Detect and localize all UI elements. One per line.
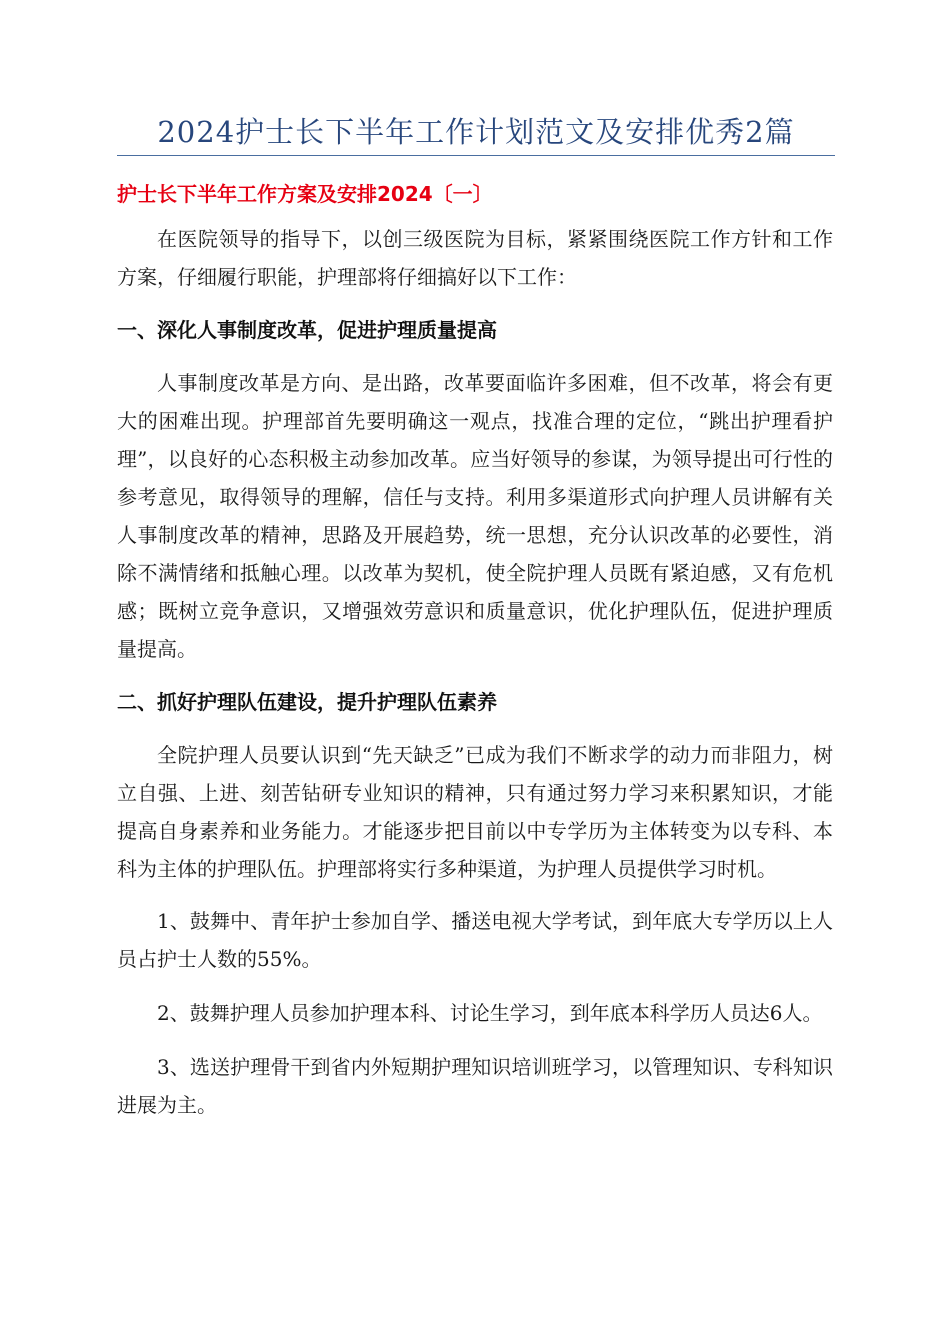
heading-team-building: 二、抓好护理队伍建设，提升护理队伍素养 xyxy=(117,690,497,714)
intro-paragraph: 在医院领导的指导下，以创三级医院为目标，紧紧围绕医院工作方针和工作方案，仔细履行职能，护理部将仔细搞好以下工作： xyxy=(117,227,833,289)
title-underline xyxy=(117,155,835,156)
team-building-paragraph: 全院护理人员要认识到“先天缺乏”已成为我们不断求学的动力而非阻力，树立自强、上进、刻苦钻研专业知识的精神，只有通过努力学习来积累知识，才能提高自身素养和业务能力。才能逐步把目前以中专学历为主体转变为以专科、本科为主体的护理队伍。护理部将实行多种渠道，为护理人员提供学习时机。 xyxy=(117,743,833,881)
list-item-1: 1、鼓舞中、青年护士参加自学、播送电视大学考试，到年底大专学历以上人员占护士人数的55%。 xyxy=(117,909,833,971)
reform-paragraph: 人事制度改革是方向、是出路，改革要面临许多困难，但不改革，将会有更大的困难出现。护理部首先要明确这一观点，找准合理的定位，“跳出护理看护理”，以良好的心态积极主动参加改革。应当好领导的参谋，为领导提出可行性的参考意见，取得领导的理解，信任与支持。利用多渠道形式向护理人员讲解有关人事制度改革的精神，思路及开展趋势，统一思想，充分认识改革的必要性，消除不满情绪和抵触心理。以改革为契机，使全院护理人员既有紧迫感，又有危机感；既树立竞争意识，又增强效劳意识和质量意识，优化护理队伍，促进护理质量提高。 xyxy=(117,371,833,661)
document-title: 2024护士长下半年工作计划范文及安排优秀2篇 xyxy=(157,115,795,149)
list-item-3: 3、选送护理骨干到省内外短期护理知识培训班学习，以管理知识、专科知识进展为主。 xyxy=(117,1055,833,1117)
list-item-2: 2、鼓舞护理人员参加护理本科、讨论生学习，到年底本科学历人员达6人。 xyxy=(157,1001,823,1025)
document-body xyxy=(117,178,833,1140)
heading-reform: 一、深化人事制度改革，促进护理质量提高 xyxy=(117,318,497,342)
section-title: 护士长下半年工作方案及安排2024〔一〕 xyxy=(117,182,493,206)
